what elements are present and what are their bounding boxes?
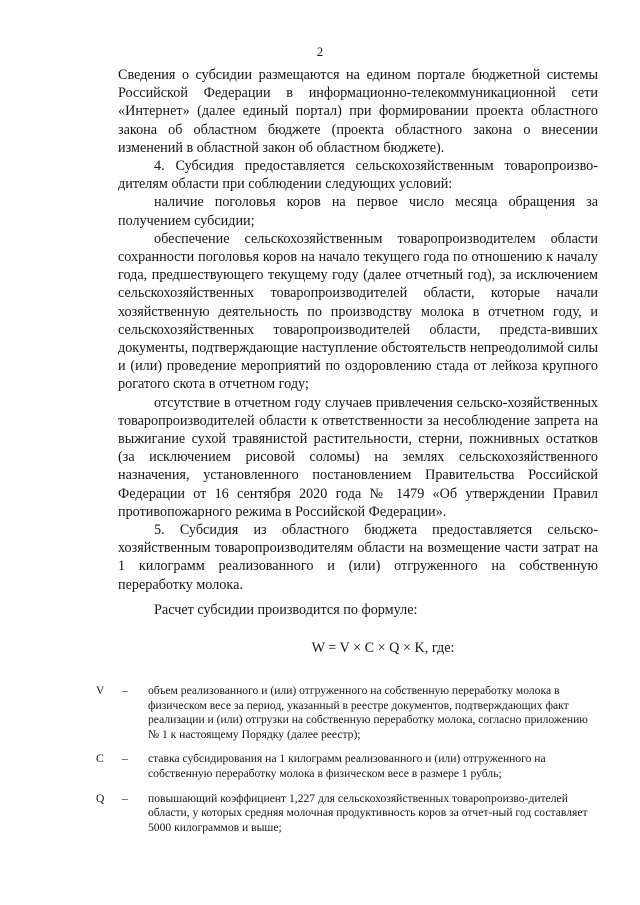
definition-text: повышающий коэффициент 1,227 для сельскохозяйственных товаропроизво-дителей области, у которых средняя молочная продуктивность коров за отчет-ный год составляет 5000 килограммов и выше; [148,791,588,834]
paragraph-condition-livestock: наличие поголовья коров на первое число месяца обращения за получением субсидии; [118,194,598,229]
paragraph-conditions-intro: 4. Субсидия предоставляется сельскохозяйственным товаропроизво-дителям области при соблюдении следующих условий: [118,158,598,193]
definition-item [96,792,596,836]
formula-label: Расчет субсидии производится по формуле: [154,601,418,618]
definition-dash: – [122,791,128,805]
definition-symbol: Q [96,791,105,805]
definition-item [96,684,596,742]
definition-dash: – [122,752,128,766]
document-body [118,66,598,657]
paragraph-condition-no-burning: отсутствие в отчетном году случаев привлечения сельско-хозяйственных товаропроизводителей области к ответственности за несоблюдение запрета на выжигание сухой травянистой растительности, стерни, пожнивных остатков (за исключением рисовой соломы) на землях сельскохозяйственного назначения, установленного постановлением Правительства Российской Федерации от 16 сентября 2020 года № 1479 «Об утверждении Правил противопожарного режима в Российской Федерации». [118,394,598,520]
definition-dash: – [122,684,128,697]
definition-symbol: V [96,684,105,697]
paragraph-subsidy-purpose: 5. Субсидия из областного бюджета предоставляется сельско-хозяйственным товаропроизводителям области на возмещение части затрат на 1 килограмм реализованного и (или) отгруженного на собственную переработку молока. [118,522,598,593]
page-number: 2 [316,44,324,59]
definition-item [96,752,596,781]
paragraph-condition-preservation: обеспечение сельскохозяйственным товаропроизводителем области сохранности поголовья коров на начало текущего года по отношению к началу года, предшествующего текущему году (далее отчетный год), за исключением сельскохозяйственных товаропроизводителей области, которые начали хозяйственную деятельность по производству молока в отчетном году, и сельскохозяйственных товаропроизводителей области, предста-вивших документы, подтверждающие наступление обстоятельств непреодолимой силы и (или) проведение мероприятий по оздоровлению стада от лейкоза крупного рогатого скота в отчетном году; [118,230,598,393]
definition-symbol: C [96,752,104,766]
formula-definitions [96,684,596,845]
paragraph-portal-info: Сведения о субсидии размещаются на едином портале бюджетной системы Российской Федерации в информационно-телекоммуникационной сети «Интернет» (далее единый портал) при формировании проекта областного закона об областном бюджете (проекта областного закона о внесении изменений в областной закон об областном бюджете). [118,67,598,156]
definition-text: объем реализованного и (или) отгруженного на собственную переработку молока в физическом весе за период, указанный в реестре документов, подтверждающих факт реализации и (или) отгрузки на собственную переработку молока, согласно приложению № 1 к настоящему Порядку (далее реестр); [148,684,588,741]
formula: W = V × C × Q × K, где: [311,640,455,657]
definition-text: ставка субсидирования на 1 килограмм реализованного и (или) отгруженного на собственную переработку молока в физическом весе в размере 1 рубль; [148,752,546,780]
